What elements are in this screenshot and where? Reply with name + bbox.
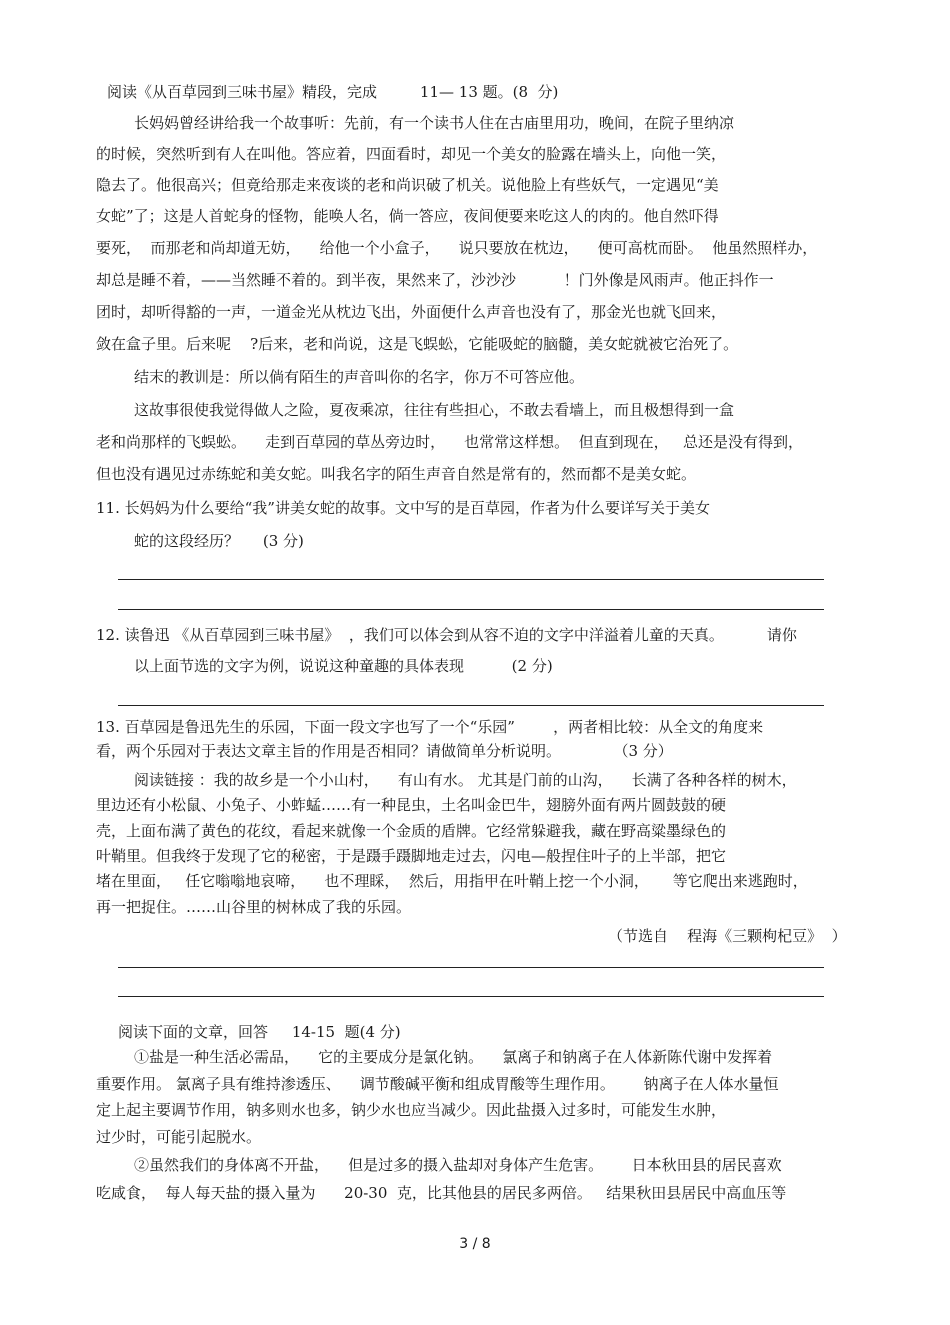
passage-line: 结末的教训是：所以倘有陌生的声音叫你的名字，你万不可答应他。 [134,368,585,386]
question-13-cont: 看，两个乐园对于表达文章主旨的作用是否相同？请做简单分析说明。 （3 分） [96,742,673,760]
reading-link-line: 壳，上面布满了黄色的花纹，看起来就像一个金质的盾牌。它经常躲避我，藏在野高粱墨绿色的 [96,822,727,840]
passage-line: 老和尚那样的飞蜈蚣。 走到百草园的草丛旁边时， 也常常这样想。 但直到现在， 总还是没有得到， [96,433,803,451]
passage-line: 隐去了。他很高兴；但竟给那走来夜谈的老和尚识破了机关。说他脸上有些妖气，一定遇见“美 [96,176,719,194]
answer-line-end [762,996,824,997]
passage-line: 但也没有遇见过赤练蛇和美女蛇。叫我名字的陌生声音自然是常有的，然而都不是美女蛇。 [96,465,697,483]
reading-link-line: 再一把捉住。……山谷里的树林成了我的乐园。 [96,898,412,916]
passage-line: 的时候，突然听到有人在叫他。答应着，四面看时，却见一个美女的脸露在墙头上，向他一笑， [96,145,727,163]
answer-line[interactable] [118,609,824,610]
passage-line: 女蛇”了；这是人首蛇身的怪物，能唤人名，倘一答应，夜间便要来吃这人的肉的。他自然吓得 [96,207,719,225]
passage-line: 敛在盒子里。后来呢 ?后来，老和尚说，这是飞蜈蚣，它能吸蛇的脑髓，美女蛇就被它治死了。 [96,335,739,353]
answer-line[interactable] [118,967,824,968]
reading-link-line: 堵在里面， 任它嗡嗡地哀啼， 也不理睬， 然后，用指甲在叶鞘上挖一个小洞， 等它爬出来逃跑时， [96,872,808,890]
section-heading: 阅读《从百草园到三味书屋》精段，完成 11— 13 题。(8 分) [107,83,559,101]
question-12-cont: 以上面节选的文字为例，说说这种童趣的具体表现 (2 分) [134,657,553,675]
passage-line: 却总是睡不着，——当然睡不着的。到半夜，果然来了，沙沙沙 ！门外像是风雨声。他正抖作一 [96,271,774,289]
passage-line: 这故事很使我觉得做人之险，夏夜乘凉，往往有些担心，不敢去看墙上，而且极想得到一盒 [134,401,735,419]
answer-line-end [762,579,824,580]
question-11: 11. 长妈妈为什么要给“我”讲美女蛇的故事。文中写的是百草园，作者为什么要详写关于美女 [96,499,710,517]
answer-line[interactable] [118,579,824,580]
source-citation: （节选自 程海《三颗枸杞豆》 ） [608,927,847,945]
answer-line-end [762,609,824,610]
passage-line: 重要作用。 氯离子具有维持渗透压、 调节酸碱平衡和组成胃酸等生理作用。 钠离子在人体水量恒 [96,1075,779,1093]
passage-line: 过少时，可能引起脱水。 [96,1128,262,1146]
answer-line[interactable] [118,705,824,706]
passage-line: ②虽然我们的身体离不开盐， 但是过多的摄入盐却对身体产生危害。 日本秋田县的居民喜欢 [134,1156,782,1174]
reading-link-line: 里边还有小松鼠、小兔子、小蚱蜢……有一种昆虫，土名叫金巴牛，翅膀外面有两片圆鼓鼓的硬 [96,796,727,814]
answer-line-end [762,705,824,706]
question-13: 13. 百草园是鲁迅先生的乐园，下面一段文字也写了一个“乐园” ，两者相比较：从全文的角度来 [96,718,764,736]
passage-line: 吃咸食， 每人每天盐的摄入量为 20-30 克，比其他县的居民多两倍。 结果秋田县居民中高血压等 [96,1184,787,1202]
answer-line[interactable] [118,996,824,997]
question-12: 12. 读鲁迅 《从百草园到三味书屋》 ，我们可以体会到从容不迫的文字中洋溢着儿童的天真。 请你 [96,626,797,644]
question-11-cont: 蛇的这段经历？ (3 分) [134,532,304,550]
reading-link-line: 阅读链接 ：我的故乡是一个小山村， 有山有水。 尤其是门前的山沟， 长满了各种各样的树木， [134,771,797,789]
section-heading: 阅读下面的文章，回答 14-15 题(4 分) [118,1023,401,1041]
passage-line: 定上起主要调节作用，钠多则水也多，钠少水也应当减少。因此盐摄入过多时，可能发生水肿， [96,1101,727,1119]
passage-line: 长妈妈曾经讲给我一个故事听：先前，有一个读书人住在古庙里用功，晚间，在院子里纳凉 [134,114,735,132]
answer-line-end [762,967,824,968]
passage-line: ①盐是一种生活必需品， 它的主要成分是氯化钠。 氯离子和钠离子在人体新陈代谢中发挥着 [134,1048,773,1066]
passage-line: 团时，却听得豁的一声，一道金光从枕边飞出，外面便什么声音也没有了，那金光也就飞回来， [96,303,727,321]
page-number: 3 / 8 [459,1236,491,1252]
passage-line: 要死， 而那老和尚却道无妨， 给他一个小盒子， 说只要放在枕边， 便可高枕而卧。 他虽然照样办， [96,239,818,257]
reading-link-line: 叶鞘里。但我终于发现了它的秘密，于是蹑手蹑脚地走过去，闪电—般捏住叶子的上半部，把它 [96,847,727,865]
